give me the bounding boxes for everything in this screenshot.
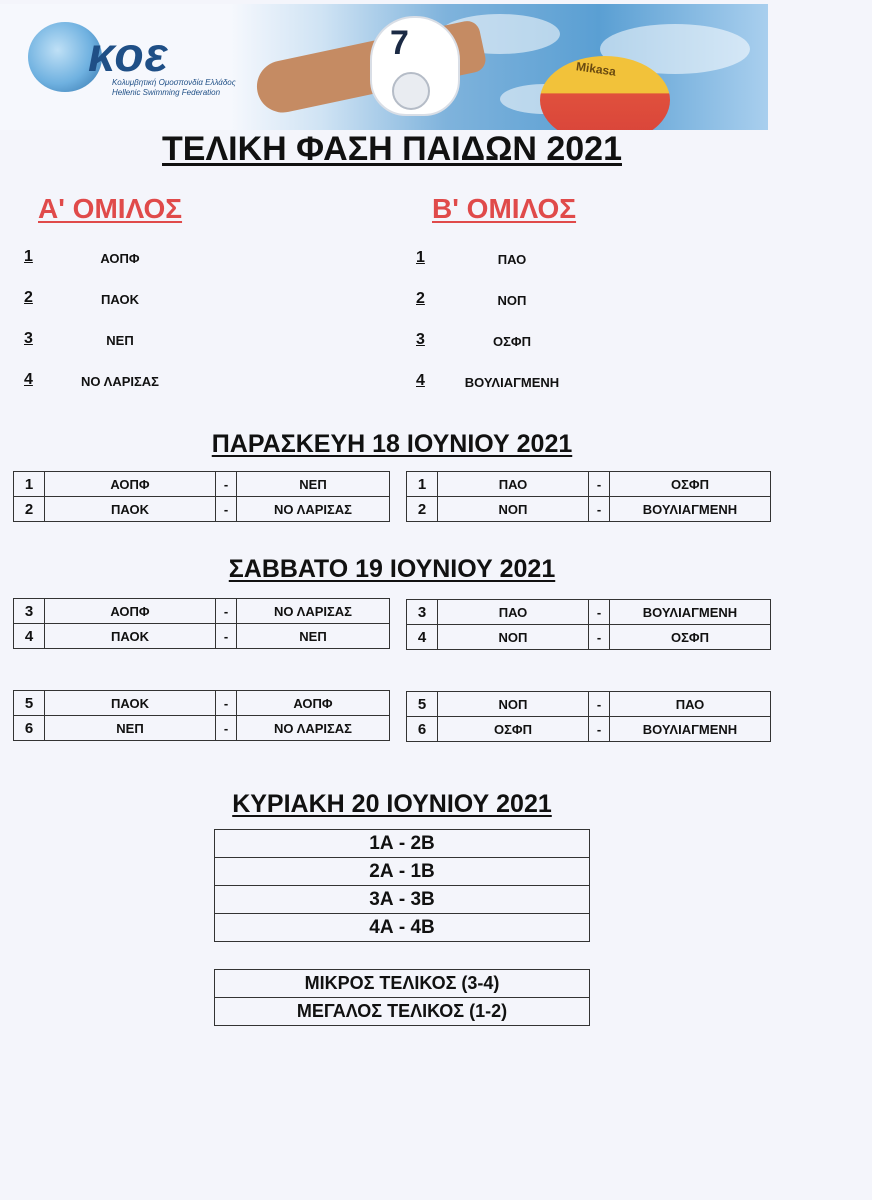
placement-game: 2Α - 1Β <box>215 858 590 886</box>
group-a-team-num: 3 <box>24 330 33 347</box>
table-row <box>14 472 390 497</box>
group-a-team-name: ΠΑΟΚ <box>101 292 139 307</box>
away-team: ΒΟΥΛΙΑΓΜΕΝΗ <box>610 497 771 522</box>
home-team: ΑΟΠΦ <box>45 599 216 624</box>
away-team: ΝΕΠ <box>237 624 390 649</box>
finals-table <box>214 969 590 1026</box>
cap-ear-guard <box>392 72 430 110</box>
game-number: 4 <box>14 624 45 649</box>
games-table-friday-b <box>406 471 771 522</box>
away-team: ΟΣΦΠ <box>610 472 771 497</box>
logo-subtitle-gr: Κολυμβητική Ομοσπονδία Ελλάδος <box>112 78 236 87</box>
day-title-sunday: ΚΥΡΙΑΚΗ 20 ΙΟΥΝΙΟΥ 2021 <box>232 790 552 818</box>
away-team: ΝΕΠ <box>237 472 390 497</box>
game-separator: - <box>216 599 237 624</box>
games-table-saturday-b2 <box>406 691 771 742</box>
home-team: ΠΑΟΚ <box>45 624 216 649</box>
ball-brand: Mikasa <box>575 59 617 79</box>
cap-number: 7 <box>390 24 409 62</box>
small-final: ΜΙΚΡΟΣ ΤΕΛΙΚΟΣ (3-4) <box>215 970 590 998</box>
player-cap <box>370 16 460 116</box>
group-a-title: Α' ΟΜΙΛΟΣ <box>38 193 183 224</box>
game-separator: - <box>216 472 237 497</box>
group-b-team-num: 2 <box>416 290 425 307</box>
group-b-team-num: 1 <box>416 249 425 266</box>
table-row <box>215 998 590 1026</box>
away-team: ΝΟ ΛΑΡΙΣΑΣ <box>237 497 390 522</box>
away-team: ΝΟ ΛΑΡΙΣΑΣ <box>237 716 390 741</box>
home-team: ΝΟΠ <box>438 692 589 717</box>
home-team: ΠΑΟ <box>438 472 589 497</box>
game-number: 6 <box>407 717 438 742</box>
home-team: ΟΣΦΠ <box>438 717 589 742</box>
game-number: 1 <box>407 472 438 497</box>
group-b-team-name: ΠΑΟ <box>497 252 527 267</box>
table-row <box>407 600 771 625</box>
table-row <box>14 691 390 716</box>
logo-subtitle <box>112 78 236 98</box>
away-team: ΒΟΥΛΙΑΓΜΕΝΗ <box>610 600 771 625</box>
table-row <box>215 886 590 914</box>
group-b-title: Β' ΟΜΙΛΟΣ <box>432 193 577 224</box>
game-number: 5 <box>407 692 438 717</box>
game-separator: - <box>216 716 237 741</box>
home-team: ΠΑΟΚ <box>45 691 216 716</box>
game-number: 1 <box>14 472 45 497</box>
game-separator: - <box>216 691 237 716</box>
away-team: ΒΟΥΛΙΑΓΜΕΝΗ <box>610 717 771 742</box>
group-a-team-num: 4 <box>24 371 33 388</box>
away-team: ΠΑΟ <box>610 692 771 717</box>
game-number: 2 <box>407 497 438 522</box>
table-row <box>215 830 590 858</box>
home-team: ΝΟΠ <box>438 625 589 650</box>
placement-game: 1Α - 2Β <box>215 830 590 858</box>
group-a-team-name: ΝΟ ΛΑΡΙΣΑΣ <box>81 374 159 389</box>
table-row <box>407 472 771 497</box>
placement-game: 3Α - 3Β <box>215 886 590 914</box>
game-separator: - <box>589 497 610 522</box>
table-row <box>215 970 590 998</box>
games-table-saturday-a1 <box>13 598 390 649</box>
game-separator: - <box>589 472 610 497</box>
group-b-team-num: 4 <box>416 372 425 389</box>
away-team: ΑΟΠΦ <box>237 691 390 716</box>
game-separator: - <box>216 624 237 649</box>
home-team: ΑΟΠΦ <box>45 472 216 497</box>
game-separator: - <box>589 600 610 625</box>
table-row <box>215 914 590 942</box>
group-b-team-name: ΒΟΥΛΙΑΓΜΕΝΗ <box>464 375 560 390</box>
table-row <box>407 717 771 742</box>
away-team: ΝΟ ΛΑΡΙΣΑΣ <box>237 599 390 624</box>
game-separator: - <box>589 717 610 742</box>
table-row <box>14 716 390 741</box>
day-title-saturday: ΣΑΒΒΑΤΟ 19 ΙΟΥΝΙΟΥ 2021 <box>228 555 556 583</box>
group-a-team-name: ΑΟΠΦ <box>100 251 140 266</box>
sunday-placement-table <box>214 829 590 942</box>
game-number: 4 <box>407 625 438 650</box>
group-b-team-name: ΟΣΦΠ <box>493 334 531 349</box>
game-separator: - <box>216 497 237 522</box>
group-a-team-num: 2 <box>24 289 33 306</box>
away-team: ΟΣΦΠ <box>610 625 771 650</box>
table-row <box>14 599 390 624</box>
day-title-friday: ΠΑΡΑΣΚΕΥΗ 18 ΙΟΥΝΙΟΥ 2021 <box>211 430 573 458</box>
table-row <box>14 624 390 649</box>
table-row <box>407 497 771 522</box>
games-table-friday-a <box>13 471 390 522</box>
table-row <box>215 858 590 886</box>
big-final: ΜΕΓΑΛΟΣ ΤΕΛΙΚΟΣ (1-2) <box>215 998 590 1026</box>
game-separator: - <box>589 692 610 717</box>
page-title: ΤΕΛΙΚΗ ΦΑΣΗ ΠΑΙΔΩΝ 2021 <box>162 130 622 168</box>
home-team: ΝΟΠ <box>438 497 589 522</box>
group-a-team-name: ΝΕΠ <box>106 333 134 348</box>
table-row <box>407 625 771 650</box>
table-row <box>407 692 771 717</box>
game-number: 3 <box>407 600 438 625</box>
group-a-team-num: 1 <box>24 248 33 265</box>
home-team: ΝΕΠ <box>45 716 216 741</box>
game-number: 3 <box>14 599 45 624</box>
group-b-team-num: 3 <box>416 331 425 348</box>
games-table-saturday-b1 <box>406 599 771 650</box>
logo-subtitle-en: Hellenic Swimming Federation <box>112 88 221 97</box>
group-b-team-name: ΝΟΠ <box>497 293 527 308</box>
table-row <box>14 497 390 522</box>
logo-text: κοε <box>88 29 169 82</box>
placement-game: 4Α - 4Β <box>215 914 590 942</box>
game-number: 2 <box>14 497 45 522</box>
games-table-saturday-a2 <box>13 690 390 741</box>
game-separator: - <box>589 625 610 650</box>
home-team: ΠΑΟΚ <box>45 497 216 522</box>
game-number: 5 <box>14 691 45 716</box>
home-team: ΠΑΟ <box>438 600 589 625</box>
game-number: 6 <box>14 716 45 741</box>
